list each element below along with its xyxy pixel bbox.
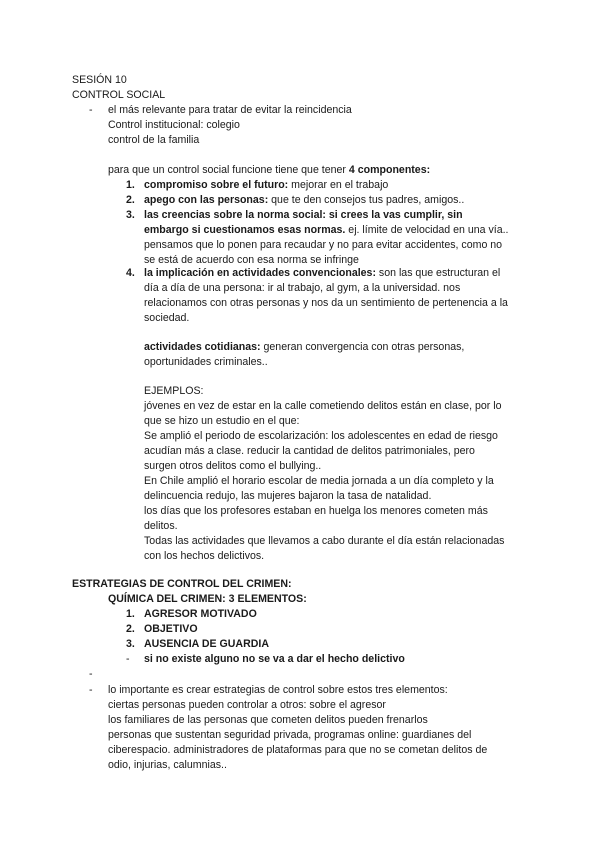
list-number: 1. (126, 179, 135, 191)
bullet-dash: - (89, 684, 93, 696)
closing-line: ciberespacio. administradores de plataformas para que no se cometan delitos de (108, 744, 488, 756)
components-lead: para que un control social funcione tiene que tener 4 componentes: (108, 164, 431, 176)
component-item-4-line: día a día de una persona: ir al trabajo, al gym, a la universidad. nos (144, 282, 461, 294)
component-item-2: apego con las personas: que te den consejos tus padres, amigos.. (144, 194, 465, 206)
bullet-dash: - (89, 104, 93, 116)
examples-title: EJEMPLOS: (144, 385, 204, 397)
example-line: Todas las actividades que llevamos a cabo durante el día están relacionadas (144, 535, 505, 547)
example-line: Se amplió el periodo de escolarización: los adolescentes en edad de riesgo (144, 430, 498, 442)
example-line: surgen otros delitos como el bullying.. (144, 460, 322, 472)
intro-line: control de la familia (108, 134, 200, 146)
component-item-3: las creencias sobre la norma social: si crees la vas cumplir, sin (144, 209, 463, 221)
list-number: 2. (126, 623, 135, 635)
component-item-1: compromiso sobre el futuro: mejorar en el trabajo (144, 179, 389, 191)
example-line: con los hechos delictivos. (144, 550, 265, 562)
component-item-4-line: sociedad. (144, 312, 190, 324)
bullet-dash: - (126, 653, 130, 665)
example-line: acudían más a clase. reducir la cantidad de delitos patrimoniales, pero (144, 445, 475, 457)
intro-line: Control institucional: colegio (108, 119, 240, 131)
component-item-3-line: se está de acuerdo con esa norma se infringe (144, 254, 359, 266)
closing-bullet: lo importante es crear estrategias de control sobre estos tres elementos: (108, 684, 448, 696)
element-2: OBJETIVO (144, 623, 198, 635)
list-number: 3. (126, 638, 135, 650)
example-line: los días que los profesores estaban en huelga los menores cometen más (144, 505, 488, 517)
element-1: AGRESOR MOTIVADO (144, 608, 257, 620)
component-item-3-line: pensamos que lo ponen para recaudar y no para evitar accidentes, como no (144, 239, 503, 251)
daily-activities-line: oportunidades criminales.. (144, 356, 268, 368)
closing-line: ciertas personas pueden controlar a otros: sobre el agresor (108, 699, 386, 711)
bullet-dash: - (89, 668, 93, 680)
example-line: delincuencia redujo, las mujeres bajaron la tasa de natalidad. (144, 490, 432, 502)
strategies-subtitle: QUÍMICA DEL CRIMEN: 3 ELEMENTOS: (108, 593, 307, 605)
strategies-note: si no existe alguno no se va a dar el hecho delictivo (144, 653, 405, 665)
daily-activities: actividades cotidianas: generan convergencia con otras personas, (144, 341, 465, 353)
component-item-3-line: embargo si cuestionamos esas normas. ej. límite de velocidad en una vía.. (144, 224, 509, 236)
list-number: 4. (126, 267, 135, 279)
example-line: que se hizo un estudio en el que: (144, 415, 300, 427)
topic-heading: CONTROL SOCIAL (72, 89, 166, 101)
example-line: delitos. (144, 520, 178, 532)
intro-bullet: el más relevante para tratar de evitar la reincidencia (108, 104, 352, 116)
example-line: jóvenes en vez de estar en la calle cometiendo delitos están en clase, por lo (144, 400, 502, 412)
strategies-title: ESTRATEGIAS DE CONTROL DEL CRIMEN: (72, 578, 292, 590)
component-item-4-line: relacionamos con otras personas y nos da un sentimiento de pertenencia a la (144, 297, 508, 309)
component-item-4: la implicación en actividades convencionales: son las que estructuran el (144, 267, 501, 279)
list-number: 1. (126, 608, 135, 620)
element-3: AUSENCIA DE GUARDIA (144, 638, 269, 650)
closing-line: odio, injurias, calumnias.. (108, 759, 227, 771)
list-number: 3. (126, 209, 135, 221)
closing-line: los familiares de las personas que cometen delitos pueden frenarlos (108, 714, 428, 726)
list-number: 2. (126, 194, 135, 206)
closing-line: personas que sustentan seguridad privada, programas online: guardianes del (108, 729, 472, 741)
example-line: En Chile amplió el horario escolar de media jornada a un día completo y la (144, 475, 494, 487)
session-heading: SESIÓN 10 (72, 74, 127, 86)
